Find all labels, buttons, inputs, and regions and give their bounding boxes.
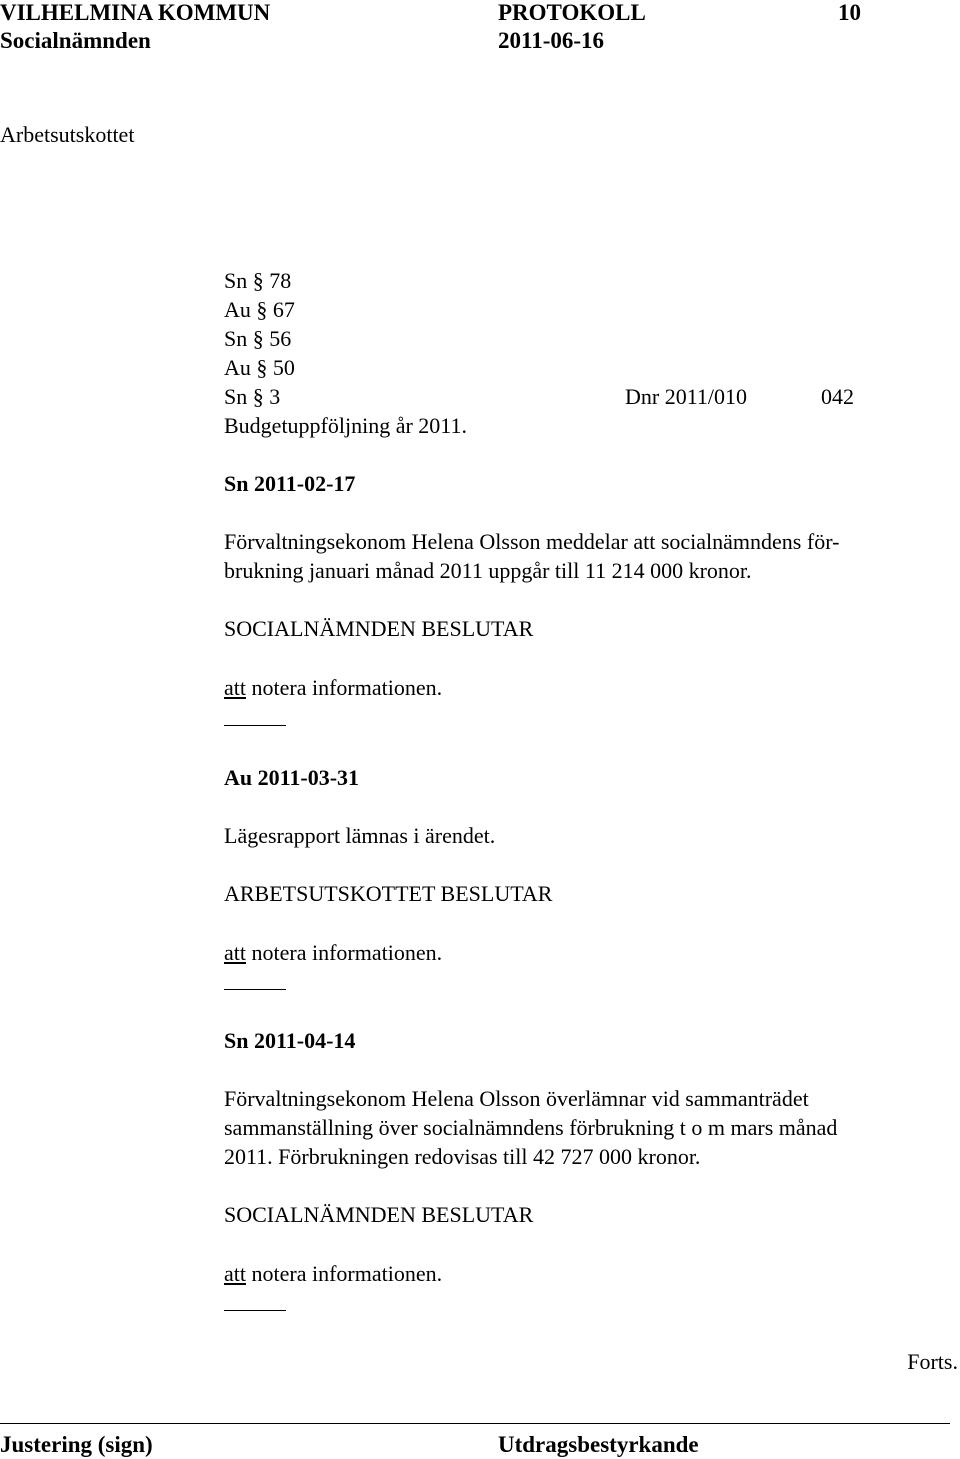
- decision-text: [224, 938, 442, 967]
- subheader: Arbetsutskottet: [0, 122, 135, 147]
- section-divider: [224, 989, 286, 990]
- decision-att: att: [224, 675, 246, 700]
- section-ref: Sn § 56: [224, 326, 292, 351]
- decision-rest: notera informationen.: [246, 1261, 443, 1286]
- dnr-label: Dnr 2011/010: [625, 384, 748, 409]
- decision-rest: notera informationen.: [246, 940, 443, 965]
- section-ref: Au § 50: [224, 355, 295, 380]
- entry-text-line: Förvaltningsekonom Helena Olsson överlämnar vid sammanträdet: [224, 1086, 809, 1111]
- document-type: PROTOKOLL: [498, 0, 646, 25]
- footer-signature-label: Justering (sign): [0, 1432, 153, 1457]
- decision-att: att: [224, 1261, 246, 1286]
- dnr-code: 042: [821, 384, 854, 409]
- body-name: Socialnämnden: [0, 28, 151, 53]
- section-ref: Au § 67: [224, 297, 295, 322]
- entry-heading: Sn 2011-02-17: [224, 471, 356, 496]
- footer-rule: [0, 1423, 950, 1424]
- decision-title: SOCIALNÄMNDEN BESLUTAR: [224, 616, 534, 641]
- section-divider: [224, 725, 286, 726]
- entry-text-line: sammanställning över socialnämndens förbrukning t o m mars månad: [224, 1115, 838, 1140]
- section-ref: Sn § 78: [224, 268, 292, 293]
- continued-note: Forts.: [907, 1349, 958, 1374]
- entry-text-line: brukning januari månad 2011 uppgår till 11 214 000 kronor.: [224, 558, 752, 583]
- decision-rest: notera informationen.: [246, 675, 443, 700]
- entry-text-line: Lägesrapport lämnas i ärendet.: [224, 823, 496, 848]
- decision-att: att: [224, 940, 246, 965]
- decision-title: ARBETSUTSKOTTET BESLUTAR: [224, 881, 553, 906]
- decision-title: SOCIALNÄMNDEN BESLUTAR: [224, 1202, 534, 1227]
- municipality-name: VILHELMINA KOMMUN: [0, 0, 271, 25]
- page-number: 10: [838, 0, 861, 25]
- entry-text-line: 2011. Förbrukningen redovisas till 42 727 000 kronor.: [224, 1144, 701, 1169]
- section-divider: [224, 1310, 286, 1311]
- entry-text-line: Förvaltningsekonom Helena Olsson meddelar att socialnämndens för-: [224, 529, 840, 554]
- decision-text: [224, 1259, 442, 1288]
- section-ref: Sn § 3: [224, 384, 281, 409]
- meeting-date: 2011-06-16: [498, 28, 605, 53]
- subject: Budgetuppföljning år 2011.: [224, 413, 467, 438]
- entry-heading: Au 2011-03-31: [224, 765, 360, 790]
- entry-heading: Sn 2011-04-14: [224, 1028, 356, 1053]
- footer-extract-label: Utdragsbestyrkande: [498, 1432, 699, 1457]
- decision-text: [224, 673, 442, 702]
